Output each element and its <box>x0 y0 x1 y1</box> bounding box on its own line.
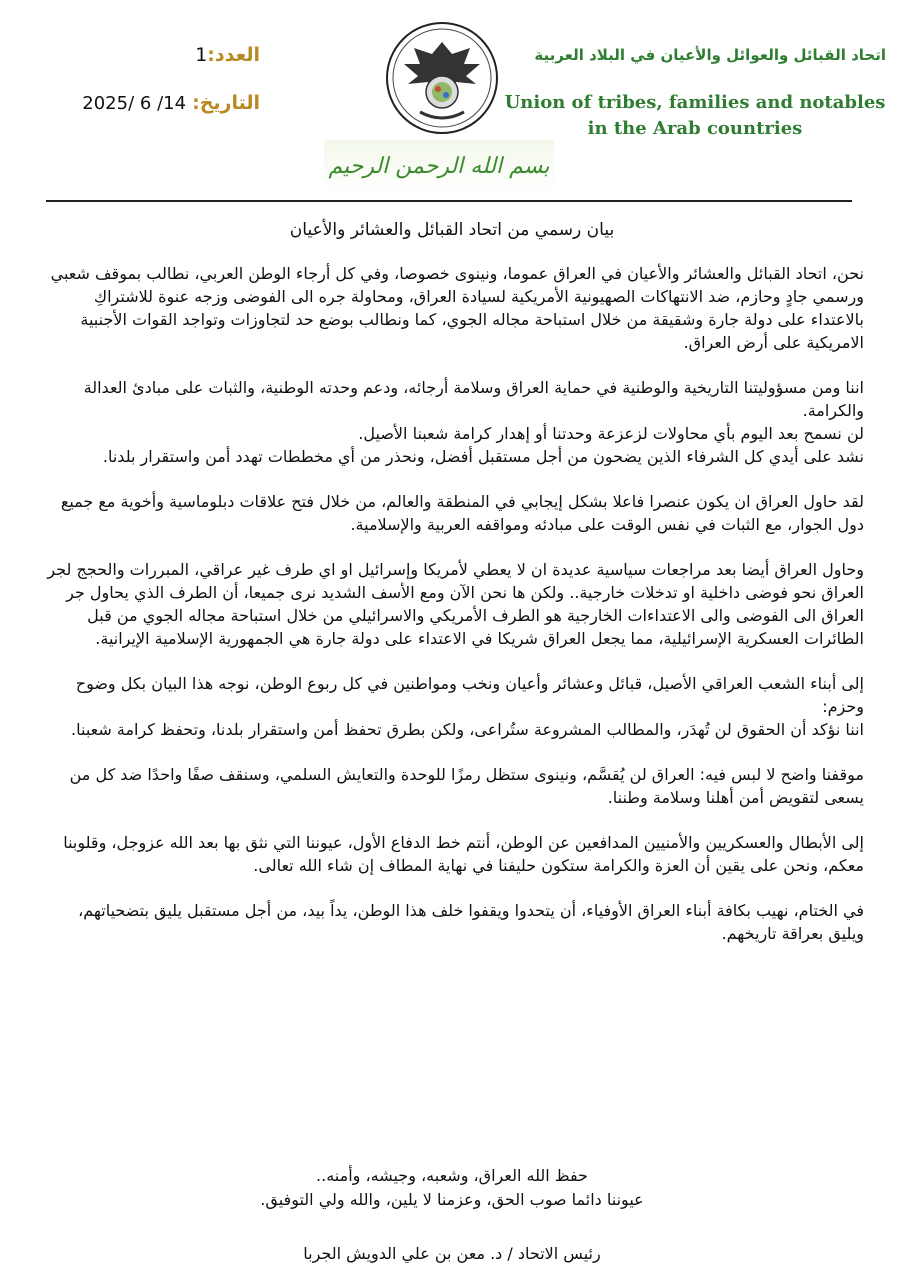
document-date <box>60 92 260 114</box>
closing-line-2: عيوننا دائما صوب الحق، وعزمنا لا يلين، والله ولي التوفيق. <box>260 1190 644 1209</box>
statement-title: بيان رسمي من اتحاد القبائل والعشائر والأعيان <box>289 220 615 240</box>
paragraph-8: في الختام، نهيب بكافة أبناء العراق الأوفياء، أن يتحدوا ويقفوا خلف هذا الوطن، يداً بيد، من أجل مستقبل يليق بتضحياتهم، ويليق بعراقة تاريخهم. <box>78 901 864 943</box>
header-divider <box>46 200 852 202</box>
closing-line-1: حفظ الله العراق، وشعبه، وجيشه، وأمنه.. <box>316 1166 588 1185</box>
paragraph-1: نحن، اتحاد القبائل والعشائر والأعيان في العراق عموما، ونينوى خصوصا، وفي كل أرجاء الوطن العربي، نطالب بموقف شعبي ورسمي جادٍ وحازم، ضد الانتهاكات الصهيونية الأمريكية لسيادة العراق، ومحاولة جره الى الفوضى وزجه عنوة للاشتراكِ بالاعتداء على دولة جارة وشقيقة من خلال استباحة مجاله الجوي، كما ونطالب بوضع حد لتجاوزات وتواجد القوات الأجنبية الامريكية على أرض العراق. <box>50 264 864 352</box>
org-name-english-line1: Union of tribes, families and notables <box>504 92 886 113</box>
paragraph-3: لقد حاول العراق ان يكون عنصرا فاعلا بشكل إيجابي في المنطقة والعالم، من خلال فتح علاقات دبلوماسية وأخوية مع جميع دول الجوار، مع الثبات في نفس الوقت على مبادئه ومواقفه العربية والإسلامية. <box>60 492 864 534</box>
closing-block <box>40 1164 864 1212</box>
org-name-english-line2: in the Arab countries <box>587 118 803 139</box>
paragraph-2: اننا ومن مسؤوليتنا التاريخية والوطنية في حماية العراق وسلامة أرجائه، ودعم وحدته الوطنية، والثبات على مبادئ العدالة والكرامة. لن نسمح بعد اليوم بأي محاولات لزعزعة وحدتنا أو إهدار كرامة شعبنا الأصيل. نشد على أيدي كل الشرفاء الذين يضحون من أجل مستقبل أفضل، ونحذر من أي مخططات تهدد أمن واستقرار بلدنا. <box>83 378 864 466</box>
paragraph-6: موقفنا واضح لا لبس فيه: العراق لن يُقسَّم، ونينوى ستظل رمزًا للوحدة والتعايش السلمي، وسنقف صفًا واحدًا ضد كل من يسعى لتقويض أمن أهلنا وسلامة وطننا. <box>69 765 864 807</box>
org-name-english <box>500 90 890 142</box>
signature: رئيس الاتحاد / د. معن بن علي الدويش الجربا <box>303 1244 601 1263</box>
org-name-arabic: اتحاد القبائل والعوائل والأعيان في البلاد العربية <box>534 46 886 64</box>
paragraph-7: إلى الأبطال والعسكريين والأمنيين المدافعين عن الوطن، أنتم خط الدفاع الأول، عيوننا التي نثق بها بعد الله عزوجل، وقلوبنا معكم، ونحن على يقين أن العزة والكرامة ستكون حليفنا في نهاية المطاف إن شاء الله تعالى. <box>63 833 864 875</box>
issue-value: 1 <box>195 44 208 66</box>
eagle-emblem-icon <box>384 20 500 136</box>
paragraph-5: إلى أبناء الشعب العراقي الأصيل، قبائل وعشائر وأعيان ونخب ومواطنين في كل ربوع الوطن، نوجه هذا البيان بكل وضوح وحزم: اننا نؤكد أن الحقوق لن تُهدَر، والمطالب المشروعة ستُراعى، ولكن بطرق تحفظ أمن واستقرار بلدنا، وتحفظ كرامة شعبنا. <box>71 674 864 739</box>
issue-number <box>170 44 260 66</box>
paragraph-4: وحاول العراق أيضا بعد مراجعات سياسية عديدة ان لا يعطي لأمريكا وإسرائيل او اي طرف غير عراقي، المبررات والحجج لجر العراق نحو فوضى داخلية او تدخلات خارجية.. ولكن ها نحن الآن ومع الأسف الشديد نرى جميعا، أن الطرف الذي يحاول جر العراق الى الفوضى والى الاعتداءات الخارجية هو الطرف الأمريكي والاسرائيلي من خلال استباحة مجاله الجوي من قبل الطائرات العسكرية الإسرائيلية، مما يجعل العراق شريكا في الاعتداء على دولة جارة هي الجمهورية الإسلامية الإيرانية. <box>47 560 864 648</box>
basmala-calligraphy: بسم الله الرحمن الرحيم <box>324 140 554 192</box>
date-value: 14/ 6 /2025 <box>82 93 187 114</box>
issue-label: العدد: <box>207 44 260 66</box>
statement-body <box>40 262 864 967</box>
date-label: التاريخ: <box>192 92 260 114</box>
